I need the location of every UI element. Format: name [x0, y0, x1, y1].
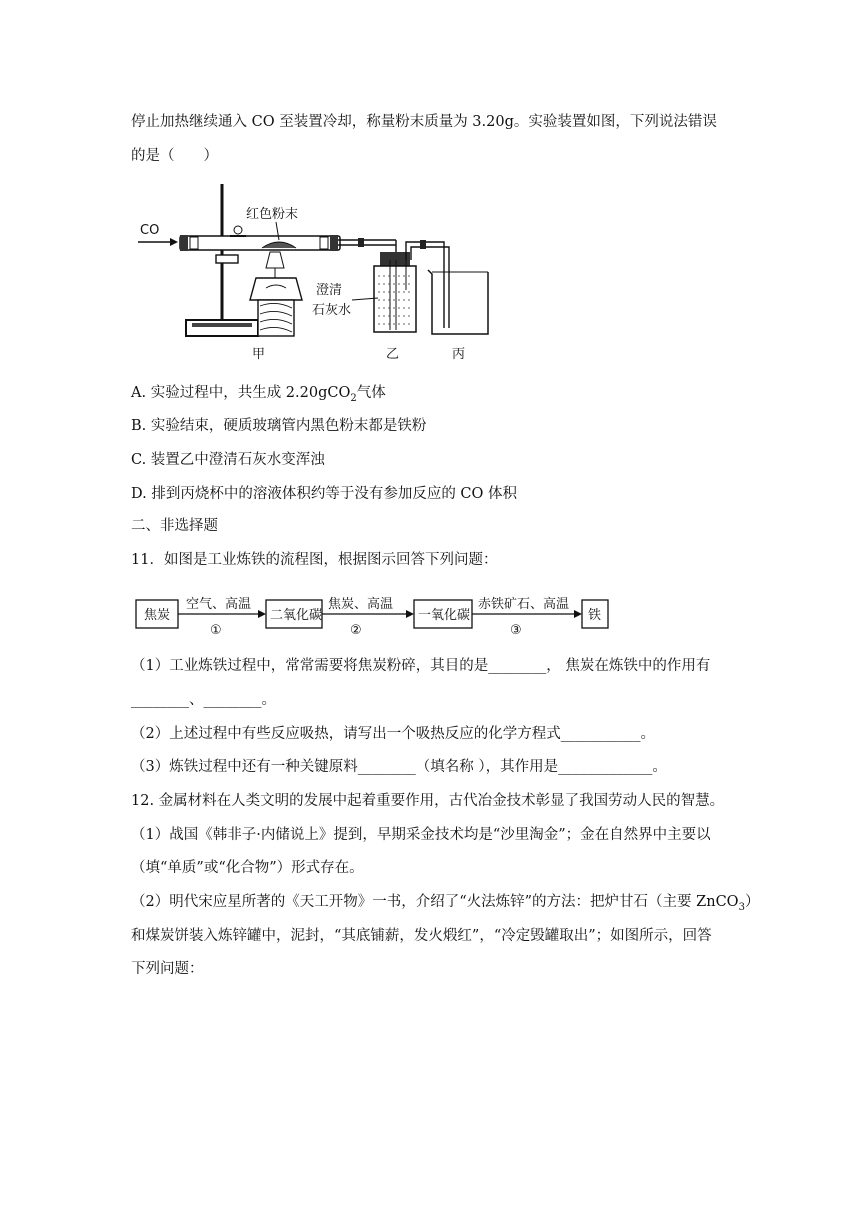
question-12-stem: 12. 金属材料在人类文明的发展中起着重要作用，古代冶金技术彰显了我国劳动人民的智慧。 — [131, 793, 725, 809]
flow-arrow3-number: ③ — [510, 623, 522, 638]
question-12-part-2: （2）明代宋应星所著的《天工开物》一书，介绍了“火法炼锌”的方法：把炉甘石（主要 ZnCO$_3$） — [131, 894, 760, 913]
iron-smelting-flowchart — [134, 588, 614, 638]
question-11-part-2: （2）上述过程中有些反应吸热，请写出一个吸热反应的化学方程式___________。 — [131, 726, 655, 742]
limewater-label-1: 澄清 — [316, 283, 343, 298]
flow-box-iron: 铁 — [588, 608, 602, 623]
flow-box-co: 一氧化碳 — [418, 608, 471, 623]
label-jia: 甲 — [252, 347, 266, 362]
question-11-stem: 11．如图是工业炼铁的流程图，根据图示回答下列问题： — [131, 552, 498, 568]
section-title: 二、非选择题 — [131, 518, 218, 534]
label-yi: 乙 — [386, 347, 400, 362]
option-d: D. 排到丙烧杯中的溶液体积约等于没有参加反应的 CO 体积 — [131, 486, 518, 502]
flow-arrow2-label: 焦炭、高温 — [328, 597, 394, 612]
apparatus-diagram — [134, 180, 494, 365]
question-12-part-2-cont: 和煤炭饼装入炼锌罐中，泥封，“其底铺薪，发火煅红”，“冷定毁罐取出”；如图所示，回答 — [131, 928, 712, 944]
option-b: B. 实验结束，硬质玻璃管内黑色粉末都是铁粉 — [131, 418, 427, 434]
flow-arrow1-label: 空气、高温 — [186, 597, 252, 612]
question-11-part-3: （3）炼铁过程中还有一种关键原料________（填名称 ），其作用是_____________。 — [131, 759, 667, 775]
question-12-part-1: （1）战国《韩非子·内储说上》提到，早期采金技术均是“沙里淘金”；金在自然界中主要以 — [131, 827, 711, 843]
option-c: C. 装置乙中澄清石灰水变浑浊 — [131, 452, 325, 468]
question-12-part-2-cont: 下列问题： — [131, 961, 204, 977]
limewater-label-2: 石灰水 — [312, 303, 352, 318]
label-bing: 丙 — [452, 347, 466, 362]
flow-box-coke: 焦炭 — [144, 608, 171, 623]
flow-arrow1-number: ① — [210, 623, 222, 638]
option-a: A. 实验过程中，共生成 2.20gCO$_2$气体 — [131, 385, 386, 404]
question-stem-line: 的是（ ） — [131, 148, 218, 164]
question-12-part-1-cont: （填“单质”或“化合物”）形式存在。 — [131, 860, 364, 876]
co-label: CO — [140, 223, 160, 238]
flow-box-co2: 二氧化碳 — [270, 608, 323, 623]
flow-arrow2-number: ② — [350, 623, 362, 638]
question-11-part-1-cont: ________、________。 — [131, 692, 276, 708]
powder-label: 红色粉末 — [246, 207, 299, 222]
question-stem-line: 停止加热继续通入 CO 至装置冷却，称量粉末质量为 3.20g。实验装置如图，下列说法错误 — [131, 114, 717, 130]
flow-arrow3-label: 赤铁矿石、高温 — [478, 597, 570, 612]
question-11-part-1: （1）工业炼铁过程中，常常需要将焦炭粉碎，其目的是________， 焦炭在炼铁中的作用有 — [131, 658, 711, 674]
